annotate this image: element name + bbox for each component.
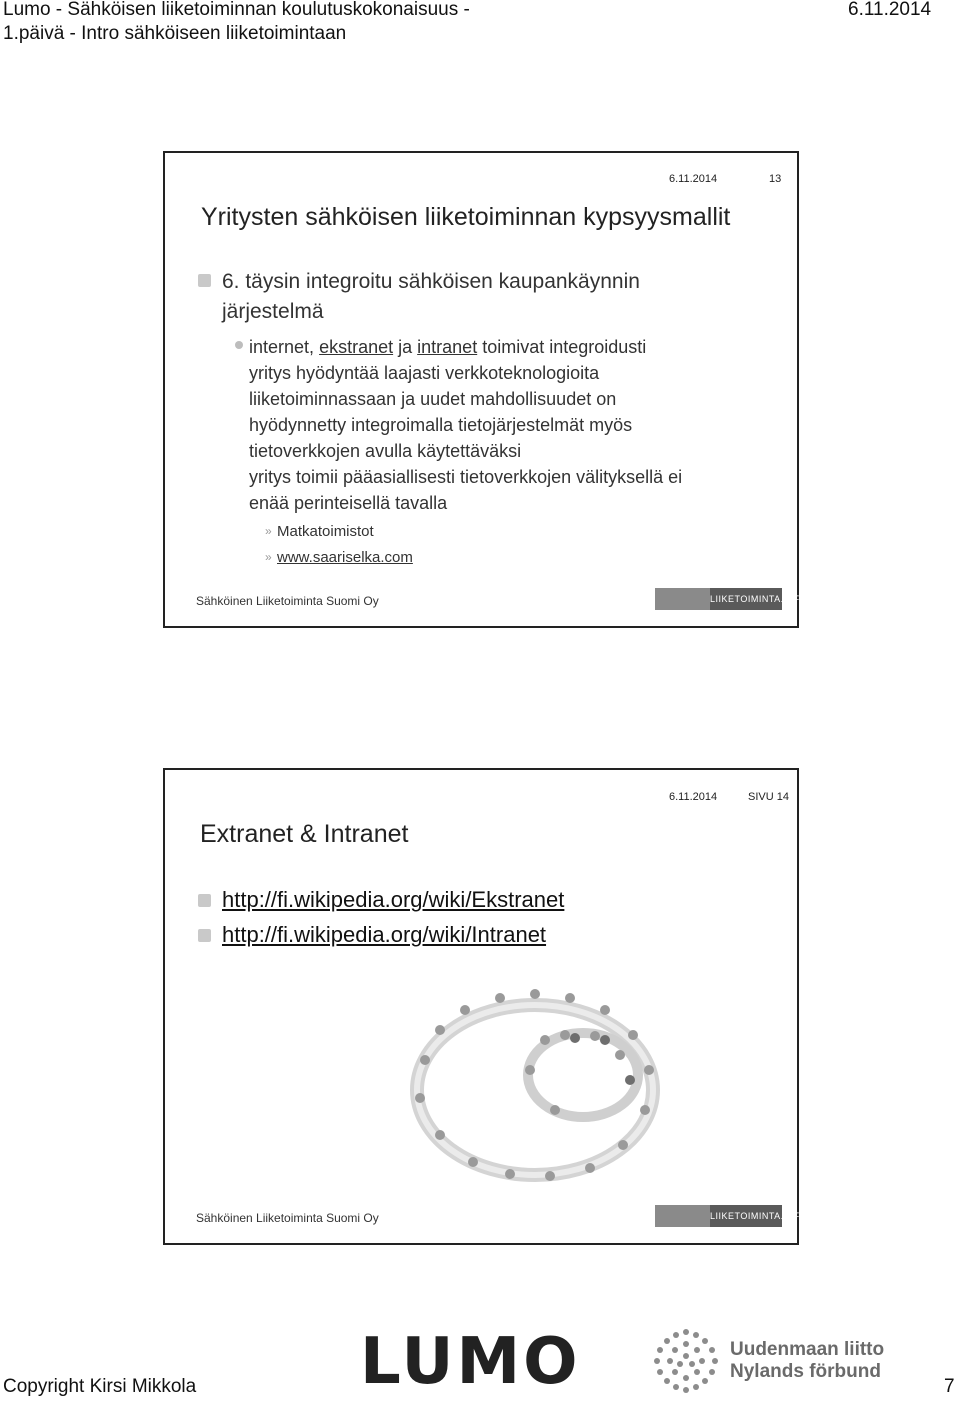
chevron-right-icon: » [265, 550, 272, 564]
footer-company: Sähköinen Liiketoiminta Suomi Oy [196, 594, 379, 608]
copyright-text: Copyright Kirsi Mikkola [3, 1376, 197, 1397]
sub-bullet-text: liiketoiminnassaan ja uudet mahdollisuudet on [249, 389, 617, 409]
square-bullet-icon [198, 274, 211, 287]
slide-13 [163, 151, 808, 628]
sub-bullet-line [249, 334, 646, 361]
slide-date: 6.11.2014 [669, 173, 718, 185]
text: toimivat integroidusti [482, 337, 647, 357]
bullet-text-cont: järjestelmä [222, 300, 324, 323]
intranet-link[interactable]: intranet [417, 337, 478, 357]
saariselka-link[interactable]: www.saariselka.com [277, 549, 413, 566]
people-circle-illustration [405, 980, 665, 1190]
header-date: 6.11.2014 [848, 0, 932, 20]
header-title-line1: Lumo - Sähköisen liiketoiminnan koulutuskokonaisuus - [3, 0, 470, 20]
text: ja [398, 337, 413, 357]
ekstranet-link[interactable]: ekstranet [319, 337, 394, 357]
liiketoiminta-logo: LIIKETOIMINTA.INFO [710, 588, 782, 610]
sub-bullet-text: enää perinteisellä tavalla [249, 493, 448, 513]
slide-14 [163, 768, 808, 1245]
footer-bar [655, 1205, 710, 1227]
ekstranet-wiki-link[interactable]: http://fi.wikipedia.org/wiki/Ekstranet [222, 887, 565, 912]
intranet-wiki-link[interactable]: http://fi.wikipedia.org/wiki/Intranet [222, 922, 547, 947]
liiketoiminta-logo: LIIKETOIMINTA.INFO [710, 1205, 782, 1227]
chevron-right-icon: » [265, 524, 272, 538]
square-bullet-icon [198, 929, 211, 942]
lumo-logo: LUMO [360, 1325, 581, 1399]
slide-date: 6.11.2014 [669, 791, 718, 803]
partner-name-swedish: Nylands förbund [730, 1361, 881, 1382]
bullet-text: 6. täysin integroitu sähköisen kaupankäynnin [222, 270, 640, 293]
subsub-bullet-text: Matkatoimistot [277, 523, 374, 540]
slide-title: Extranet & Intranet [200, 820, 409, 848]
text: internet, [249, 337, 315, 357]
slide-number: SIVU 14 [748, 791, 789, 803]
sub-bullet-text: hyödynnetty integroimalla tietojärjestelmät myös [249, 415, 633, 435]
footer-company: Sähköinen Liiketoiminta Suomi Oy [196, 1211, 379, 1225]
sub-bullet-text: yritys toimii pääasiallisesti tietoverkkojen välityksellä ei [249, 467, 683, 487]
footer-bar [655, 588, 710, 610]
page-number: 7 [944, 1376, 955, 1397]
header-title-line2: 1.päivä - Intro sähköiseen liiketoimintaan [3, 23, 347, 44]
sub-bullet-text: tietoverkkojen avulla käytettäväksi [249, 441, 522, 461]
square-bullet-icon [198, 894, 211, 907]
slide-number: 13 [769, 173, 782, 185]
slide-title: Yritysten sähköisen liiketoiminnan kypsyysmallit [201, 203, 731, 231]
partner-name-finnish: Uudenmaan liitto [730, 1339, 885, 1360]
round-bullet-icon [235, 341, 243, 349]
sub-bullet-text: yritys hyödyntää laajasti verkkoteknologioita [249, 363, 600, 383]
uudenmaan-liitto-emblem-icon [650, 1326, 722, 1398]
